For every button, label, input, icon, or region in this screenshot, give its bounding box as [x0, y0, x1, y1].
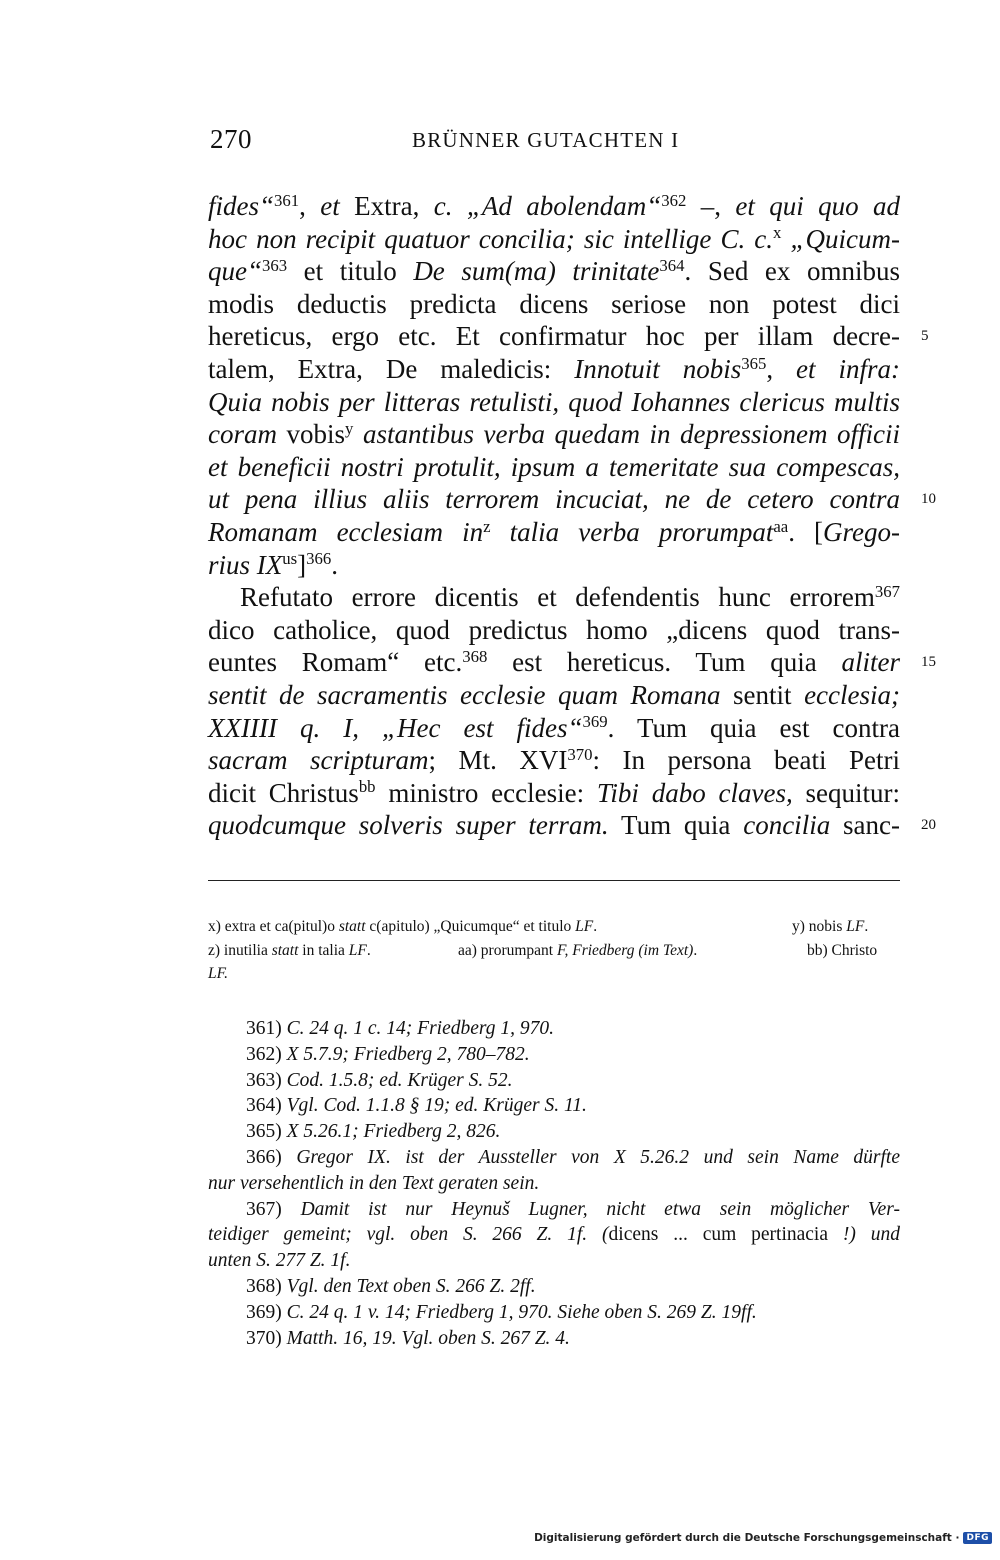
apparatus-entry-bb: bb) Christo — [807, 941, 878, 959]
text-segment: hereticus, ergo etc. Et confirmatur hoc per illam decre- — [208, 321, 900, 352]
text-segment: Innotuit nobis — [574, 353, 742, 384]
footnote-number: 368) — [246, 1275, 282, 1297]
text-segment: ecclesia; — [804, 679, 900, 710]
text-segment: est hereticus. Tum quia — [487, 647, 842, 678]
note-marker: 364 — [659, 255, 685, 275]
text-line-content — [208, 483, 900, 516]
text-line — [208, 614, 900, 647]
footnote-364 — [208, 1093, 900, 1119]
text-line — [208, 581, 900, 614]
footnote-number: 367) — [246, 1198, 282, 1220]
footnote-text: !) und — [828, 1224, 900, 1246]
text-segment: . Sed ex omnibus — [684, 256, 900, 287]
text-line — [208, 320, 929, 353]
footnote-number: 364) — [246, 1095, 282, 1117]
note-marker: 368 — [462, 647, 488, 667]
text-line — [208, 646, 936, 679]
text-segment: et qui quo ad — [735, 191, 901, 221]
text-line — [208, 777, 900, 810]
apparatus-entry-x: x) extra et ca(pitul)o statt c(apitulo) „Quicumque“ et titulo LF. — [208, 918, 598, 935]
text-line — [208, 712, 900, 745]
text-segment: . — [331, 549, 338, 580]
text-segment: sacram scripturam — [208, 745, 429, 776]
text-segment: De sum(ma) trinitate — [413, 256, 660, 287]
text-line — [208, 190, 900, 223]
text-segment: , — [299, 191, 321, 221]
text-segment: talem, Extra, De maledicis: — [208, 353, 575, 384]
text-segment: . Tum quia est contra — [607, 712, 900, 743]
text-segment — [781, 224, 790, 254]
text-segment: dico catholice, quod predictus homo „dicens quod trans- — [208, 614, 900, 645]
apparatus-entry-y: y) nobis LF. — [792, 918, 869, 935]
text-segment: quodcumque solveris super terram. — [208, 810, 609, 841]
text-line-content — [208, 809, 900, 842]
note-marker: x — [773, 223, 782, 243]
footnote-text: Damit ist nur Heynuš Lugner, nicht etwa sein möglicher Ver- — [300, 1198, 900, 1220]
note-marker: 366 — [306, 549, 332, 569]
text-segment: et titulo — [287, 256, 414, 287]
text-segment: sequitur: — [792, 777, 901, 808]
footnote-366 — [208, 1145, 900, 1171]
text-segment: concilia — [743, 810, 831, 841]
text-segment: rius IX — [208, 549, 283, 580]
running-title: BRÜNNER GUTACHTEN I — [412, 128, 680, 152]
text-segment: Tibi dabo claves, — [596, 777, 793, 808]
footnote-text: Matth. 16, 19. Vgl. oben S. 267 Z. 4. — [286, 1327, 570, 1349]
text-line-content — [208, 418, 900, 451]
note-marker: 369 — [582, 712, 608, 732]
footnote-separator-rule — [208, 880, 900, 881]
footnote-text: X 5.26.1; Friedberg 2, 826. — [286, 1121, 501, 1143]
note-marker: 362 — [661, 190, 687, 210]
text-segment — [491, 517, 510, 547]
footnote-continuation — [208, 1222, 900, 1248]
footnote-text: Cod. 1.5.8; ed. Krüger S. 52. — [286, 1069, 513, 1091]
text-segment: ut pena illius aliis terrorem incuciat, ne de cetero contra — [208, 484, 900, 515]
main-text-block — [208, 190, 936, 842]
text-segment: euntes Romam“ etc. — [208, 647, 463, 678]
note-marker: bb — [358, 777, 376, 797]
text-line — [208, 288, 900, 321]
text-segment: talia verba prorumpat — [509, 516, 774, 547]
text-segment: ministro ecclesie: — [375, 777, 597, 808]
footnotes-block — [208, 1016, 900, 1351]
text-line — [208, 549, 900, 582]
apparatus-entry-bb-cont: LF. — [208, 965, 228, 982]
digitization-banner — [534, 1532, 992, 1544]
footnote-number: 366) — [246, 1146, 282, 1168]
text-segment: XXIIII q. I, „Hec est fides“ — [208, 712, 583, 743]
footnote-368 — [208, 1274, 900, 1300]
note-marker: 365 — [741, 353, 767, 373]
text-line-content — [208, 581, 900, 614]
apparatus-entry-z: z) inutilia statt in talia LF. — [208, 941, 371, 959]
footnote-number: 369) — [246, 1301, 282, 1323]
footnote-text: X 5.7.9; Friedberg 2, 780–782. — [286, 1043, 530, 1065]
line-number: 15 — [921, 654, 936, 671]
text-segment: Refutato errore dicentis et defendentis hunc errorem — [240, 582, 875, 613]
text-segment: et infra: — [796, 353, 900, 384]
text-segment: hoc non recipit quatuor concilia; sic intellige C. c. — [208, 223, 774, 254]
text-line-content — [208, 777, 900, 810]
text-line-content — [208, 386, 900, 419]
footnote-text: C. 24 q. 1 v. 14; Friedberg 1, 970. Siehe oben S. 269 Z. 19ff. — [286, 1301, 757, 1323]
text-segment: aliter — [841, 647, 900, 678]
text-segment: ; Mt. XVI — [428, 745, 568, 776]
text-line-content — [208, 516, 900, 549]
text-segment: vobis — [277, 419, 346, 450]
text-line — [208, 451, 900, 484]
text-line-content — [208, 712, 900, 745]
text-line-content — [208, 223, 900, 256]
note-marker: 367 — [874, 581, 900, 601]
note-marker: aa — [773, 516, 789, 536]
apparatus-line — [208, 962, 900, 986]
text-line — [208, 679, 900, 712]
text-line — [208, 353, 900, 386]
footnote-361 — [208, 1016, 900, 1042]
text-segment: , — [766, 353, 797, 384]
footnote-number: 365) — [246, 1121, 282, 1143]
text-segment: et beneficii nostri protulit, ipsum a temeritate sua compescas, — [208, 451, 900, 482]
text-segment: modis deductis predicta dicens seriose non potest dici — [208, 288, 900, 319]
text-segment: Quia nobis per litteras retulisti, quod Iohannes clericus multis — [208, 386, 900, 417]
text-segment: coram — [208, 419, 277, 450]
footnote-text: Vgl. Cod. 1.1.8 § 19; ed. Krüger S. 11. — [286, 1095, 587, 1117]
footnote-369 — [208, 1300, 900, 1326]
text-segment: ] — [297, 549, 307, 580]
text-line-content — [208, 190, 900, 223]
text-line — [208, 386, 900, 419]
text-line-content — [208, 549, 900, 582]
text-line-content — [208, 320, 900, 353]
text-line — [208, 255, 900, 288]
text-line-content — [208, 451, 900, 484]
banner-text: Digitalisierung gefördert durch die Deutsche Forschungsgemeinschaft · — [534, 1532, 960, 1544]
footnote-text: teidiger gemeint; vgl. oben S. 266 Z. 1f. ( — [208, 1224, 609, 1246]
footnote-number: 370) — [246, 1327, 282, 1349]
note-marker: y — [345, 418, 354, 438]
text-segment — [353, 419, 363, 449]
text-segment: et — [320, 191, 340, 221]
apparatus-line — [208, 939, 900, 963]
footnote-text: nur versehentlich in den Text geraten sein. — [208, 1172, 540, 1194]
text-segment: –, — [686, 191, 736, 221]
critical-apparatus — [208, 915, 900, 986]
footnote-continuation — [208, 1248, 900, 1274]
text-segment: . [ — [788, 516, 824, 547]
apparatus-line — [208, 915, 900, 939]
text-line — [208, 418, 900, 451]
footnote-text: Gregor IX. ist der Aussteller von X 5.26.2 und sein Name dürfte — [296, 1146, 901, 1168]
footnote-text: unten S. 277 Z. 1f. — [208, 1250, 351, 1272]
text-segment: que“ — [208, 256, 262, 287]
footnote-number: 361) — [246, 1018, 282, 1039]
text-line-content — [208, 646, 900, 679]
footnote-number: 362) — [246, 1043, 282, 1065]
text-line — [208, 223, 900, 256]
footnote-quote: dicens ... cum pertinacia — [608, 1224, 829, 1246]
text-line — [208, 744, 900, 777]
line-number: 20 — [921, 817, 936, 834]
text-line-content — [208, 288, 900, 321]
note-marker: 361 — [274, 190, 300, 210]
note-marker: z — [483, 516, 491, 536]
footnote-continuation — [208, 1171, 900, 1197]
text-segment: sentit — [720, 679, 805, 710]
footnote-363 — [208, 1068, 900, 1094]
text-segment: dicit Christus — [208, 777, 359, 808]
text-line-content — [208, 353, 900, 386]
note-marker: 363 — [262, 255, 288, 275]
page-number: 270 — [210, 124, 252, 154]
text-segment: astantibus verba quedam in depressionem officii — [362, 419, 900, 450]
text-line-content — [208, 679, 900, 712]
text-line — [208, 483, 936, 516]
footnote-362 — [208, 1042, 900, 1068]
line-number: 5 — [921, 328, 929, 345]
text-segment: c. — [433, 191, 453, 221]
apparatus-entry-aa: aa) prorumpant F, Friedberg (im Text). — [458, 941, 698, 959]
footnote-370 — [208, 1326, 900, 1352]
text-segment: sentit de sacramentis ecclesie quam Romana — [208, 679, 721, 710]
text-line — [208, 809, 936, 842]
text-segment: sanc- — [830, 810, 900, 841]
text-line-content — [208, 255, 900, 288]
text-segment: „Quicum- — [790, 223, 901, 254]
text-line — [208, 516, 900, 549]
footnote-number: 363) — [246, 1069, 282, 1091]
note-marker: 370 — [567, 744, 593, 764]
note-marker: us — [282, 549, 298, 569]
text-segment: Extra, — [339, 191, 434, 221]
footnote-text: Vgl. den Text oben S. 266 Z. 2ff. — [286, 1275, 536, 1297]
footnote-text: C. 24 q. 1 c. 14; Friedberg 1, 970. — [286, 1018, 554, 1039]
text-segment: Grego- — [823, 516, 901, 547]
text-segment — [452, 191, 466, 221]
text-segment: Romanam ecclesiam in — [208, 516, 484, 547]
footnote-365 — [208, 1119, 900, 1145]
footnote-367 — [208, 1197, 900, 1223]
text-segment: : In persona beati Petri — [592, 745, 900, 776]
line-number: 10 — [921, 491, 936, 508]
text-line-content — [208, 614, 900, 647]
text-segment: „Ad abolendam“ — [466, 191, 662, 221]
dfg-logo-icon: DFG — [963, 1532, 992, 1544]
text-segment: Tum quia — [608, 810, 744, 841]
text-segment: fides“ — [208, 191, 275, 221]
text-line-content — [208, 744, 900, 777]
